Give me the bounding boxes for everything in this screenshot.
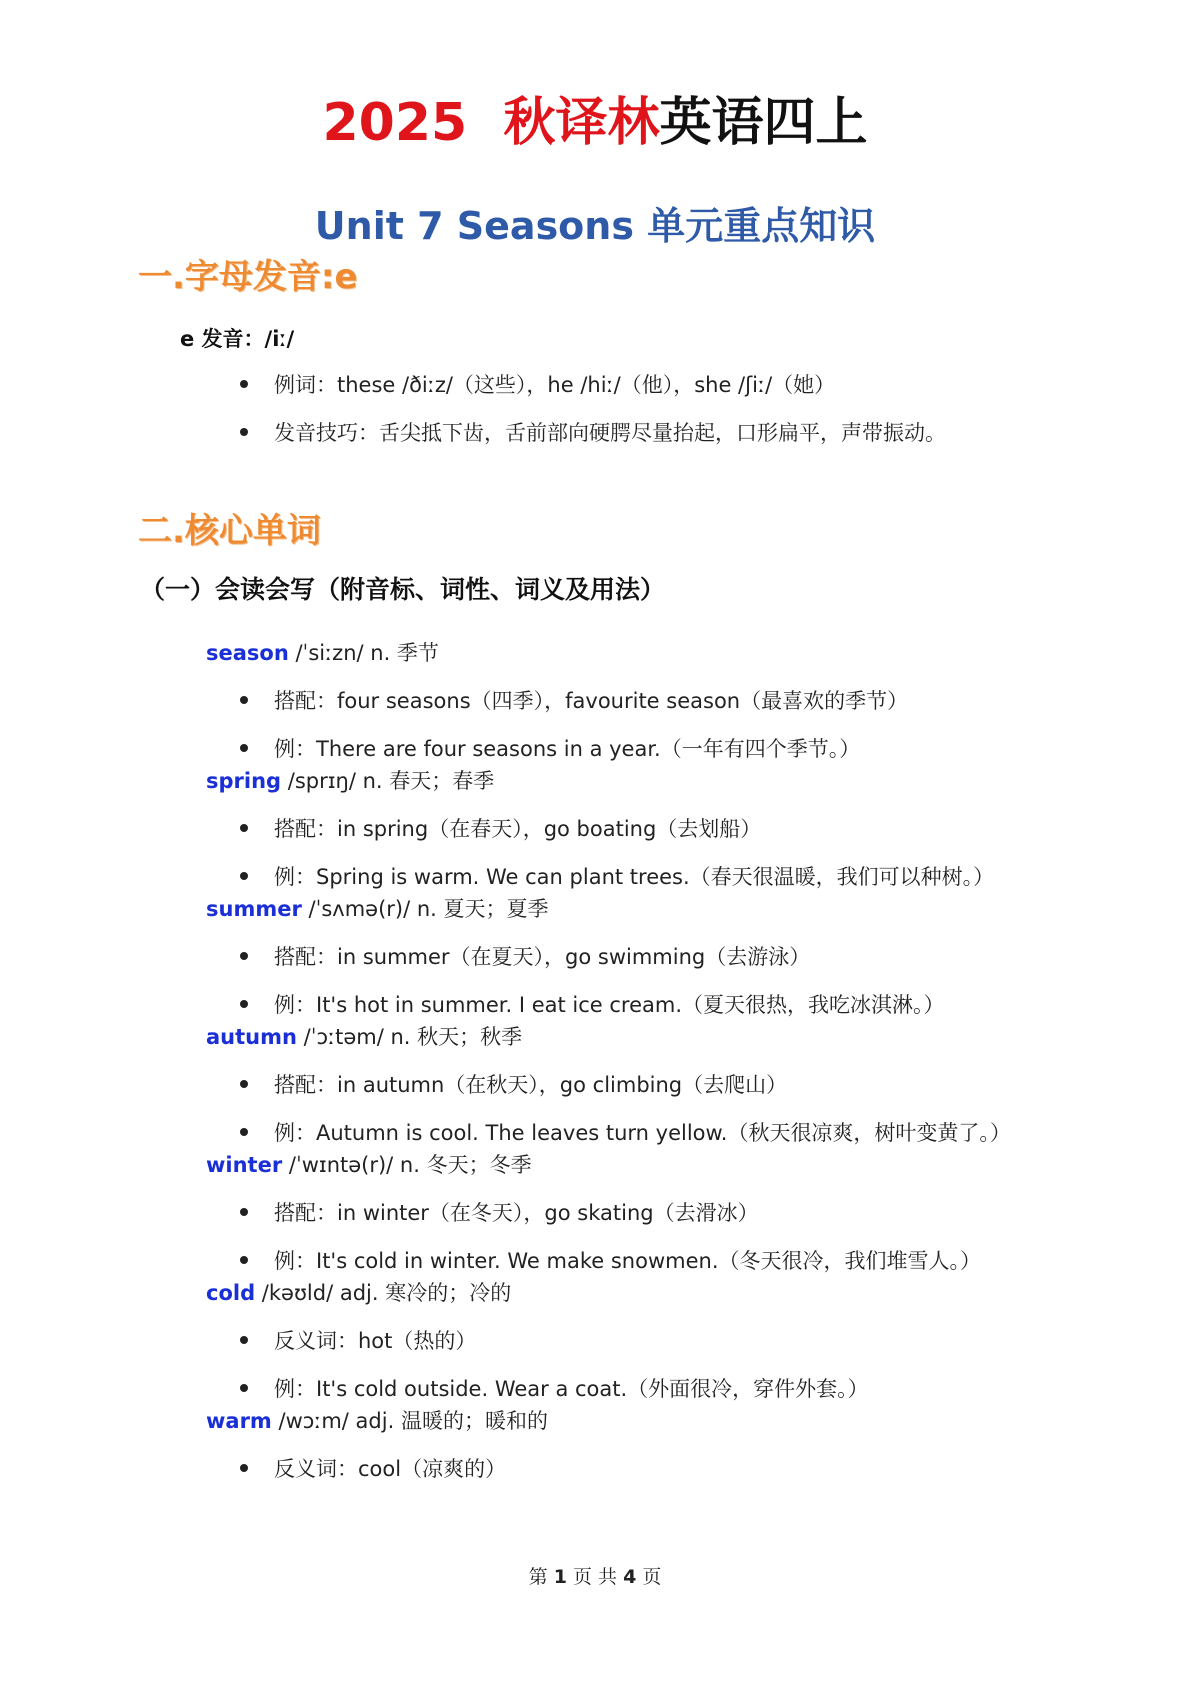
vocab-entry <box>206 1406 548 1436</box>
list-item: 反义词：hot（热的） <box>240 1326 476 1356</box>
vocab-info: /ˈsʌmə(r)/ n. 夏天；夏季 <box>301 897 549 921</box>
vocab-info: /ˈwɪntə(r)/ n. 冬天；冬季 <box>282 1153 532 1177</box>
bullet-icon <box>240 1128 248 1136</box>
bullet-icon <box>240 1208 248 1216</box>
list-item: 例：Autumn is cool. The leaves turn yellow.（秋天很凉爽，树叶变黄了。） <box>240 1118 1011 1148</box>
vocab-word: season <box>206 641 289 665</box>
title-brand: 秋译林 <box>503 93 660 153</box>
vocab-word: summer <box>206 897 302 921</box>
title-year: 2025 <box>322 93 468 153</box>
total-pages: 4 <box>623 1566 637 1588</box>
vocab-info: /wɔːm/ adj. 温暖的；暖和的 <box>271 1409 548 1433</box>
bullet-icon <box>240 1080 248 1088</box>
vocab-entry <box>206 638 439 668</box>
list-item: 例：There are four seasons in a year.（一年有四个季节。） <box>240 734 860 764</box>
title-rest: 英语四上 <box>659 93 868 153</box>
section-heading-phonics: 一.字母发音:e <box>138 257 358 297</box>
vocab-entry <box>206 894 549 924</box>
bullet-icon <box>240 1464 248 1472</box>
bullet-icon <box>240 952 248 960</box>
vocab-entry <box>206 1278 511 1308</box>
vocab-word: winter <box>206 1153 283 1177</box>
vocab-info: /kəʊld/ adj. 寒冷的；冷的 <box>255 1281 512 1305</box>
list-item: 搭配：in spring（在春天），go boating（去划船） <box>240 814 761 844</box>
bullet-icon <box>240 1336 248 1344</box>
list-item: 例：It's cold in winter. We make snowmen.（冬天很冷，我们堆雪人。） <box>240 1246 981 1276</box>
section-heading-vocabulary: 二.核心单词 <box>138 511 321 551</box>
list-item: 例词：these /ðiːz/（这些），he /hiː/（他），she /ʃiː/（她） <box>240 370 835 400</box>
bullet-icon <box>240 1000 248 1008</box>
bullet-icon <box>240 872 248 880</box>
bullet-icon <box>240 1256 248 1264</box>
vocab-entry <box>206 1150 532 1180</box>
bullet-icon <box>240 824 248 832</box>
phonics-label: e 发音：/iː/ <box>180 327 295 351</box>
bullet-icon <box>240 696 248 704</box>
vocab-info: /sprɪŋ/ n. 春天；春季 <box>281 769 495 793</box>
vocab-entry <box>206 1022 522 1052</box>
bullet-icon <box>240 1384 248 1392</box>
list-item: 搭配：in autumn（在秋天），go climbing（去爬山） <box>240 1070 787 1100</box>
current-page: 1 <box>553 1566 567 1588</box>
bullet-icon <box>240 744 248 752</box>
list-item: 搭配：in summer（在夏天），go swimming（去游泳） <box>240 942 810 972</box>
list-item: 发音技巧：舌尖抵下齿，舌前部向硬腭尽量抬起，口形扁平，声带振动。 <box>240 418 946 448</box>
document-title <box>0 88 1190 158</box>
list-item: 反义词：cool（凉爽的） <box>240 1454 506 1484</box>
vocab-word: warm <box>206 1409 272 1433</box>
page-footer: 第 1 页 共 4 页 <box>528 1566 662 1588</box>
bullet-icon <box>240 380 248 388</box>
vocab-info: /ˈsiːzn/ n. 季节 <box>288 641 439 665</box>
vocab-entry <box>206 766 494 796</box>
vocab-info: /ˈɔːtəm/ n. 秋天；秋季 <box>296 1025 523 1049</box>
list-item: 搭配：in winter（在冬天），go skating（去滑冰） <box>240 1198 759 1228</box>
document-subtitle: Unit 7 Seasons 单元重点知识 <box>314 204 876 248</box>
vocab-word: cold <box>206 1281 256 1305</box>
bullet-icon <box>240 428 248 436</box>
list-item: 例：It's hot in summer. I eat ice cream.（夏天很热，我吃冰淇淋。） <box>240 990 945 1020</box>
list-item: 例：It's cold outside. Wear a coat.（外面很冷，穿件外套。） <box>240 1374 869 1404</box>
subsection-heading: （一）会读会写（附音标、词性、词义及用法） <box>140 575 666 604</box>
vocab-word: spring <box>206 769 282 793</box>
list-item: 例：Spring is warm. We can plant trees.（春天很温暖，我们可以种树。） <box>240 862 994 892</box>
list-item: 搭配：four seasons（四季），favourite season（最喜欢的季节） <box>240 686 908 716</box>
vocab-word: autumn <box>206 1025 297 1049</box>
